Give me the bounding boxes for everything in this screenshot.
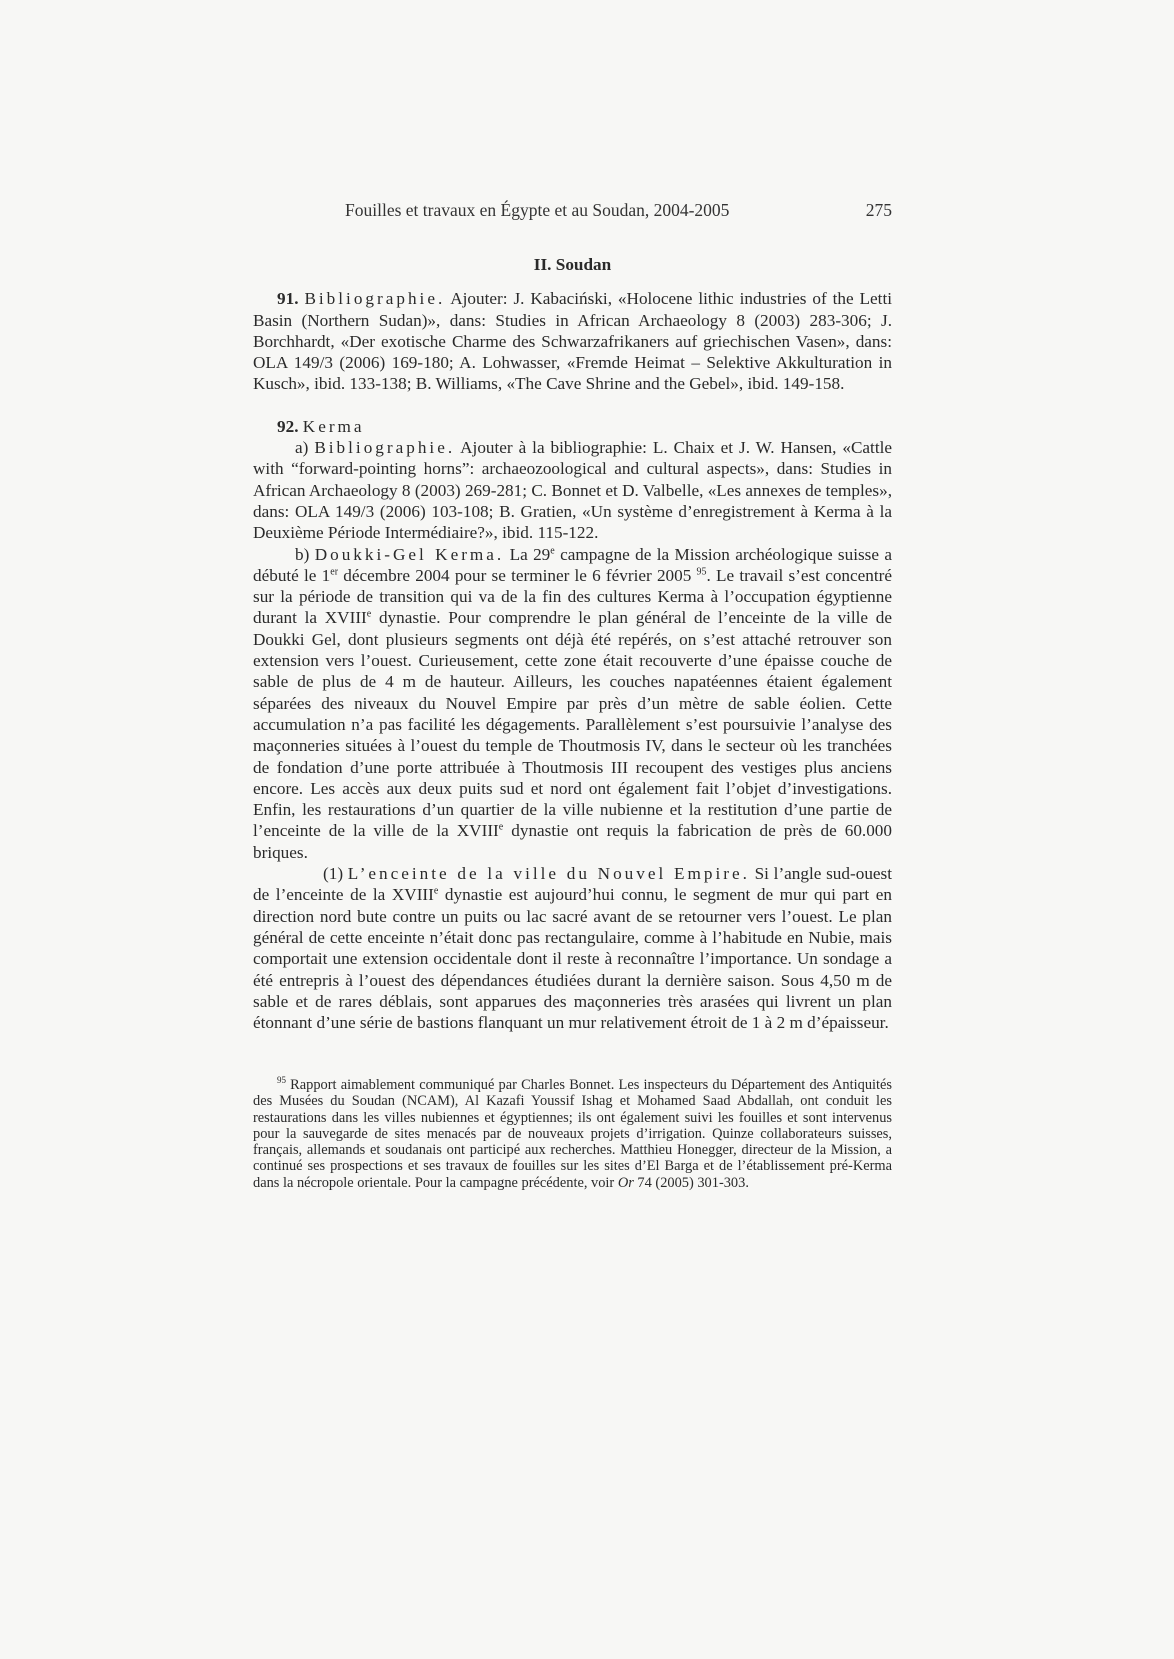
subsection-text: . Le travail s’est concentré sur la période de transition qui va de la fin des cultures Kerma à l’occupation égyptienne durant la XVIII [253,565,893,628]
subsection-label: L’enceinte de la ville du Nouvel Empire. [347,864,750,884]
paragraph-number: 92. [277,416,299,436]
section-title: II. Soudan [533,255,612,274]
subsection-prefix: a) [295,438,315,458]
subsection-text: décembre 2004 pour se terminer le 6 février 2005 [338,565,697,585]
paragraph-number: 91. [277,289,299,309]
body-text [253,254,892,1033]
paragraph-92b1 [253,863,892,1033]
superscript: e [550,544,555,556]
subsection-text: La 29 [504,544,551,564]
superscript: e [498,821,504,833]
paragraph-label: Kerma [302,416,365,436]
paragraph-92a [253,437,892,543]
journal-abbreviation: Or [617,1174,634,1191]
superscript: e [366,608,372,620]
footnote-text: 74 (2005) 301-303. [633,1174,749,1191]
paragraph-91 [253,288,892,394]
subsection-text: Si l’angle sud-ouest de l’enceinte de la XVIII [253,864,893,905]
subsection-text: dynastie est aujourd’hui connu, le segment de mur qui part en direction nord bute contre un puits ou lac sacré avant de se retourner vers l’ouest. Le plan général de cette enceinte n’était donc pas rectangulaire, comme à l’habitude en Nubie, mais comportait une extension occidentale dont il reste à reconnaître l’importance. Un sondage a été entrepris à l’ouest des dépendances étudiées durant la dernière saison. Sous 4,50 m de sable et de rares déblais, sont apparues des maçonneries très arasées qui livrent un plan étonnant d’une série de bastions flanquant un mur relativement étroit de 1 à 2 m d’épaisseur. [253,885,892,1033]
footnote-marker: 95 [277,1075,286,1086]
footnote-reference[interactable]: 95 [696,566,707,578]
paragraph-92-heading [253,416,892,437]
running-title: Fouilles et travaux en Égypte et au Soudan, 2004-2005 [345,200,730,220]
subsection-label: Doukki-Gel Kerma. [314,544,505,564]
subsection-prefix: b) [295,544,315,564]
footnotes [253,1077,892,1191]
footnote-text: Rapport aimablement communiqué par Charles Bonnet. Les inspecteurs du Département des Antiquités des Musées du Soudan (NCAM), Al Kazafi Youssif Ishag et Mohamed Saad Abdallah, ont conduit les restaurations dans les villes nubiennes et égyptiennes; ils ont également suivi les fouilles et sont intervenus pour la sauvegarde de sites menacés par de nouveaux projets d’irrigation. Quinze collaborateurs suisses, français, allemands et soudanais ont participé aux recherches. Matthieu Honegger, directeur de la Mission, a continué ses prospections et ses travaux de fouilles sur les sites d’El Barga et de l’établissement pré-Kerma dans la nécropole orientale. Pour la campagne précédente, voir [253,1077,892,1191]
paragraph-92b [253,544,892,863]
subsection-text: dynastie. Pour comprendre le plan général de l’enceinte de la ville de Doukki Gel, dont plusieurs segments ont déjà été repérés, on s’est attaché retrouver son extension vers l’ouest. Curieusement, cette zone était recouverte d’une épaisse couche de sable de plus de 4 m de hauteur. Ailleurs, les couches napatéennes étaient également séparées des niveaux du Nouvel Empire par près d’un mètre de sable éolien. Cette accumulation n’a pas facilité les dégagements. Parallèlement s’est poursuivie l’analyse des maçonneries situées à l’ouest du temple de Thoutmosis IV, dans le secteur où les tranchées de fondation d’une porte attribuée à Thoutmosis III recoupent des vestiges plus anciens encore. Les accès aux deux puits sud et nord ont également fait l’objet d’investigations. Enfin, les restaurations d’un quartier de la ville nubienne et la restitution d’une partie de l’enceinte de la ville de la XVIII [253,608,892,841]
superscript: e [433,885,439,897]
footnote-95 [253,1077,892,1191]
page-number: 275 [865,200,892,220]
subsection-prefix: (1) [323,864,348,884]
subsection-text: Ajouter à la bibliographie: L. Chaix et J. W. Hansen, «Cattle with “forward-pointing horns”: archaeozoological and cultural aspects», dans: Studies in African Archaeology 8 (2003) 269-281; C. Bonnet et D. Valbelle, «Les annexes de temples», dans: OLA 149/3 (2006) 103-108; B. Gratien, «Un système d’enregistrement à Kerma à la Deuxième Période Intermédiaire?», ibid. 115-122. [253,438,892,543]
subsection-text: campagne de la Mission archéologique suisse a débuté le 1 [253,544,892,585]
superscript: er [330,566,339,578]
subsection-label: Bibliographie. [314,438,456,458]
paragraph-label: Bibliographie. [304,289,446,309]
paragraph-text: Ajouter: J. Kabaciński, «Holocene lithic industries of the Letti Basin (Northern Sudan)», dans: Studies in African Archaeology 8 (2003) 283-306; J. Borchhardt, «Der exotische Charme des Schwarzafrikaners auf griechischen Vasen», dans: OLA 149/3 (2006) 169-180; A. Lohwasser, «Fremde Heimat – Selektive Akkulturation in Kusch», ibid. 133-138; B. Williams, «The Cave Shrine and the Gebel», ibid. 149-158. [253,289,893,394]
subsection-text: dynastie ont requis la fabrication de près de 60.000 briques. [253,821,892,862]
